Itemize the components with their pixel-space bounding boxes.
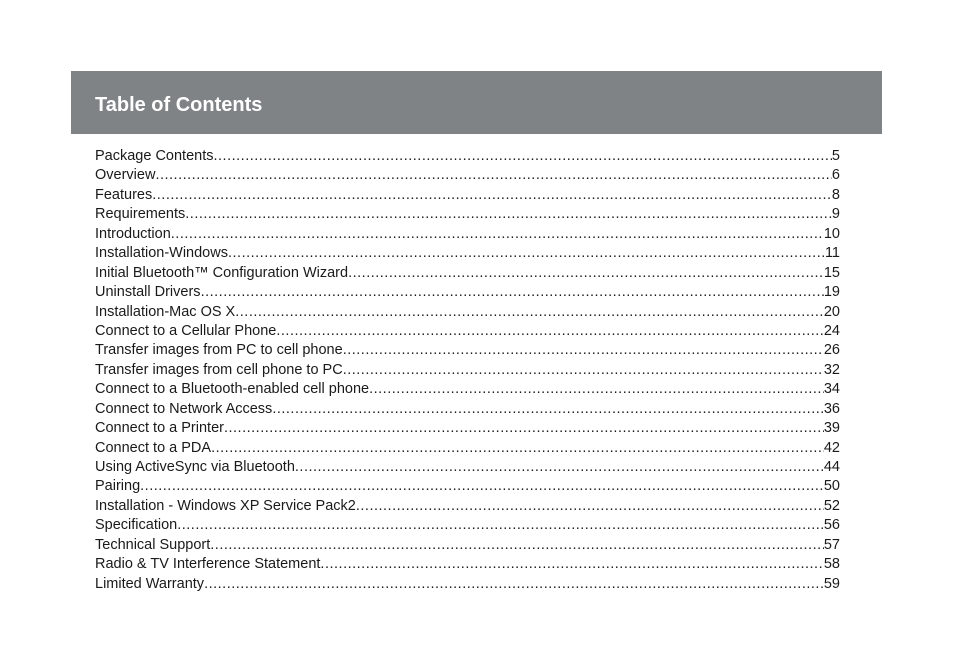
toc-entry-page: 19 — [823, 284, 840, 301]
toc-entry[interactable] — [95, 244, 840, 263]
toc-entry-page: 52 — [823, 497, 840, 514]
toc-dot-leader — [224, 419, 824, 438]
toc-list — [95, 147, 840, 594]
toc-entry-page: 26 — [823, 342, 840, 359]
toc-entry[interactable] — [95, 186, 840, 205]
toc-entry-title: Uninstall Drivers — [95, 284, 201, 301]
toc-dot-leader — [369, 380, 824, 399]
toc-entry[interactable] — [95, 205, 840, 224]
toc-entry-page: 39 — [823, 420, 840, 437]
toc-dot-leader — [171, 225, 824, 244]
toc-dot-leader — [348, 264, 824, 283]
toc-entry-title: Connect to a PDA — [95, 439, 212, 456]
toc-entry-page: 32 — [823, 361, 840, 378]
toc-entry[interactable] — [95, 439, 840, 458]
toc-dot-leader — [140, 477, 824, 496]
toc-dot-leader — [235, 303, 824, 322]
toc-dot-leader — [272, 400, 824, 419]
toc-entry-page: 5 — [831, 148, 840, 164]
toc-entry-title: Pairing — [95, 478, 141, 495]
toc-entry-title: Transfer images from cell phone to PC — [95, 361, 343, 378]
toc-entry-page: 34 — [823, 381, 840, 398]
toc-entry-title: Overview — [95, 167, 156, 184]
toc-entry-title: Transfer images from PC to cell phone — [95, 342, 343, 359]
toc-entry[interactable] — [95, 575, 840, 594]
toc-entry-page: 9 — [831, 206, 840, 223]
toc-entry-page: 57 — [823, 536, 840, 553]
toc-entry[interactable] — [95, 536, 840, 555]
toc-entry-page: 6 — [831, 167, 840, 184]
toc-entry[interactable] — [95, 477, 840, 496]
toc-entry[interactable] — [95, 497, 840, 516]
toc-dot-leader — [320, 555, 823, 574]
toc-entry-page: 56 — [823, 517, 840, 534]
toc-entry[interactable] — [95, 264, 840, 283]
toc-dot-leader — [295, 458, 824, 477]
toc-entry-page: 59 — [823, 575, 840, 592]
toc-entry-title: Using ActiveSync via Bluetooth — [95, 459, 295, 475]
toc-entry-title: Installation-Mac OS X — [95, 303, 236, 320]
toc-dot-leader — [228, 244, 825, 263]
toc-entry[interactable] — [95, 361, 840, 380]
toc-entry-title: Connect to a Bluetooth-enabled cell phone — [95, 381, 370, 398]
toc-entry-title: Initial Bluetooth™ Configuration Wizard — [95, 264, 349, 281]
toc-entry-title: Connect to a Printer — [95, 420, 224, 437]
toc-entry-title: Radio & TV Interference Statement — [95, 556, 321, 573]
toc-entry-page: 15 — [823, 264, 840, 281]
toc-entry-page: 20 — [823, 303, 840, 320]
toc-entry-title: Installation-Windows — [95, 245, 228, 262]
toc-dot-leader — [343, 341, 824, 360]
toc-entry-title: Connect to a Cellular Phone — [95, 322, 277, 339]
toc-entry-title: Features — [95, 186, 153, 203]
toc-entry[interactable] — [95, 283, 840, 302]
toc-entry[interactable] — [95, 400, 840, 419]
toc-dot-leader — [177, 516, 824, 535]
toc-dot-leader — [152, 186, 832, 205]
toc-entry[interactable] — [95, 341, 840, 360]
toc-dot-leader — [214, 147, 832, 166]
toc-entry-title: Specification — [95, 517, 178, 534]
toc-entry-page: 10 — [823, 225, 840, 242]
toc-entry-page: 42 — [823, 439, 840, 456]
toc-entry[interactable] — [95, 166, 840, 185]
toc-entry-page: 11 — [824, 245, 840, 262]
toc-dot-leader — [211, 439, 824, 458]
header-bar — [71, 71, 882, 134]
toc-entry[interactable] — [95, 458, 840, 477]
toc-entry[interactable] — [95, 380, 840, 399]
toc-dot-leader — [356, 497, 824, 516]
toc-entry[interactable] — [95, 225, 840, 244]
toc-entry-page: 50 — [823, 478, 840, 495]
toc-dot-leader — [155, 166, 831, 185]
toc-entry-title: Introduction — [95, 225, 171, 242]
toc-entry[interactable] — [95, 555, 840, 574]
toc-dot-leader — [201, 283, 824, 302]
toc-entry-title: Installation - Windows XP Service Pack2 — [95, 497, 356, 514]
toc-entry-title: Requirements — [95, 206, 186, 223]
toc-entry-title: Technical Support — [95, 536, 211, 553]
toc-entry-title: Connect to Network Access — [95, 400, 273, 417]
toc-dot-leader — [204, 575, 824, 594]
toc-entry-page: 8 — [831, 186, 840, 203]
toc-entry[interactable] — [95, 303, 840, 322]
toc-entry-page: 58 — [823, 556, 840, 573]
toc-entry[interactable] — [95, 419, 840, 438]
toc-entry-page: 24 — [823, 322, 840, 339]
page-title: Table of Contents — [95, 94, 263, 116]
toc-entry-page: 36 — [823, 400, 840, 417]
toc-entry-page: 44 — [823, 459, 840, 475]
toc-dot-leader — [276, 322, 823, 341]
toc-entry[interactable] — [95, 147, 840, 166]
toc-entry-title: Package Contents — [95, 148, 214, 164]
toc-entry[interactable] — [95, 516, 840, 535]
toc-entry[interactable] — [95, 322, 840, 341]
toc-dot-leader — [185, 205, 832, 224]
toc-dot-leader — [343, 361, 824, 380]
toc-entry-title: Limited Warranty — [95, 575, 205, 592]
toc-dot-leader — [210, 536, 824, 555]
